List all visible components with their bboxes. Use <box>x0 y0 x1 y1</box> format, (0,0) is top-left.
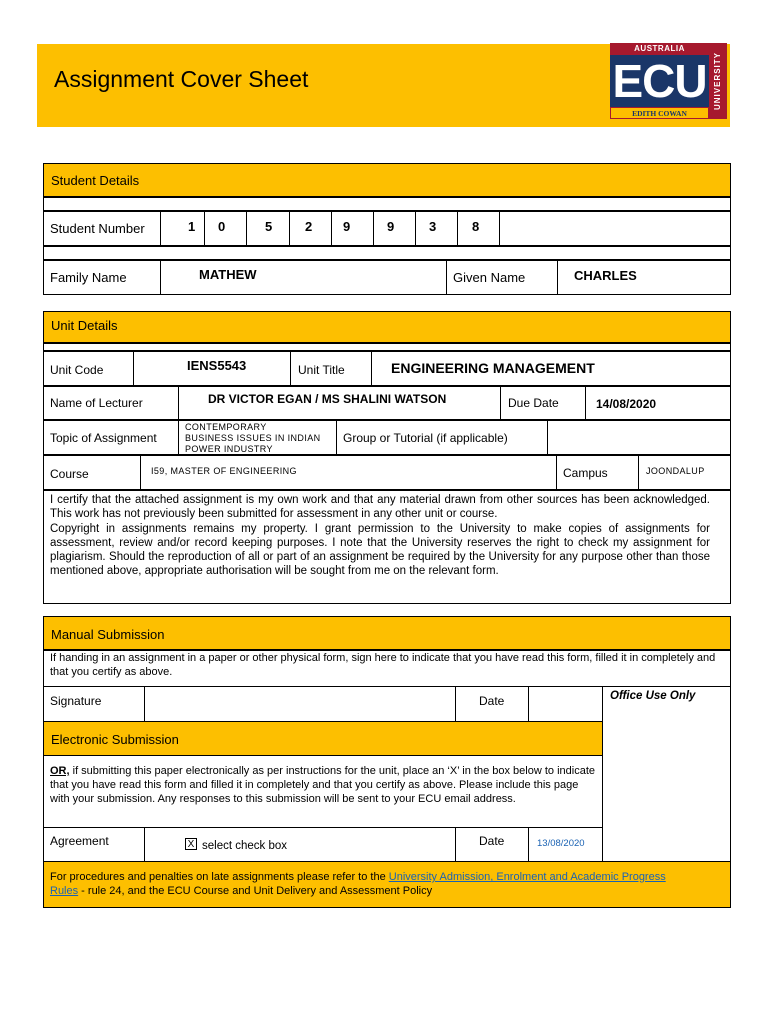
unit-code-label: Unit Code <box>50 362 104 377</box>
divider <box>331 211 332 246</box>
divider <box>371 351 372 386</box>
divider <box>638 455 639 490</box>
divider <box>602 686 603 861</box>
divider <box>528 827 529 861</box>
topic-line: BUSINESS ISSUES IN INDIAN <box>185 433 321 443</box>
electronic-date-label: Date <box>479 834 505 848</box>
student-number-digit: 3 <box>429 219 437 234</box>
divider <box>246 211 247 246</box>
topic-line: CONTEMPORARY <box>185 422 267 432</box>
page-title: Assignment Cover Sheet <box>54 66 309 92</box>
divider <box>557 260 558 295</box>
divider <box>289 211 290 246</box>
topic-label: Topic of Assignment <box>50 430 157 445</box>
divider <box>500 386 501 420</box>
course-value: I59, MASTER OF ENGINEERING <box>151 466 297 476</box>
divider <box>373 211 374 246</box>
group-label: Group or Tutorial (if applicable) <box>343 430 508 445</box>
lecturer-value: DR VICTOR EGAN / MS SHALINI WATSON <box>208 392 447 406</box>
divider <box>455 827 456 861</box>
divider <box>204 211 205 246</box>
certify-text: I certify that the attached assignment is my own work and that any material drawn from other sources has been acknowledged. This work has not previously been submitted for assessment in any other unit or course. <box>50 494 710 521</box>
agreement-label: Agreement <box>50 834 109 848</box>
lecturer-label: Name of Lecturer <box>50 396 143 410</box>
divider <box>336 420 337 455</box>
course-row <box>43 455 731 490</box>
divider <box>455 686 456 721</box>
spacer-row <box>43 197 731 211</box>
due-date-label: Due Date <box>508 396 559 410</box>
divider <box>178 420 179 455</box>
unit-title-value: ENGINEERING MANAGEMENT <box>391 360 595 376</box>
ecu-logo <box>610 43 727 119</box>
given-name-label: Given Name <box>453 270 526 285</box>
unit-title-label: Unit Title <box>298 362 345 377</box>
divider <box>160 211 161 246</box>
divider <box>547 420 548 455</box>
given-name-value: CHARLES <box>574 268 637 283</box>
logo-bottom: EDITH COWAN <box>610 107 709 119</box>
electronic-submission-header: Electronic Submission <box>43 721 603 756</box>
unit-code-row <box>43 351 731 386</box>
declaration-text <box>50 493 710 579</box>
divider <box>43 827 603 828</box>
footer-suffix: - rule 24, and the ECU Course and Unit Delivery and Assessment Policy <box>78 885 433 897</box>
divider <box>499 211 500 246</box>
electronic-instructions-text: if submitting this paper electronically as per instructions for the unit, place an ‘X’ in the box below to indicate that you have read this form and filled it in completely and that you certify as above. Please include this page with your submission. Any responses to this submission will be sent to your ECU email address. <box>50 765 595 805</box>
student-number-digit: 9 <box>343 219 351 234</box>
manual-date-field[interactable] <box>529 687 601 720</box>
office-use-label: Office Use Only <box>610 690 696 702</box>
divider <box>585 386 586 420</box>
manual-date-label: Date <box>479 694 505 708</box>
divider <box>415 211 416 246</box>
manual-submission-header: Manual Submission <box>43 616 731 650</box>
divider <box>160 260 161 295</box>
spacer-row <box>43 246 731 260</box>
student-number-digit: 8 <box>472 219 480 234</box>
campus-label: Campus <box>563 465 608 480</box>
electronic-instructions <box>50 764 600 806</box>
unit-details-header: Unit Details <box>43 311 731 343</box>
topic-line: POWER INDUSTRY <box>185 444 273 454</box>
divider <box>457 211 458 246</box>
divider <box>556 455 557 490</box>
divider <box>290 351 291 386</box>
signature-label: Signature <box>50 694 102 708</box>
logo-side: UNIVERSITY <box>709 43 727 119</box>
copyright-text: Copyright in assignments remains my property. I grant permission to the University to make copies of assignments for assessment, review and/or record keeping purposes. I note that the University reserves the right to check my assignment for plagiarism. Should the reproduction of all or part of an assignment be required by the University for any purpose other than those mentioned above, appropriate authorisation will be sought from me on the relevant form. <box>50 522 710 578</box>
divider <box>133 351 134 386</box>
student-details-header: Student Details <box>43 163 731 197</box>
manual-instructions: If handing in an assignment in a paper or other physical form, sign here to indicate that you have read this form, filled it in completely and that you certify as above. <box>50 652 716 678</box>
divider <box>446 260 447 295</box>
signature-field[interactable] <box>145 687 455 720</box>
divider <box>144 827 145 861</box>
logo-top: AUSTRALIA <box>610 43 709 55</box>
policy-link[interactable]: University Admission, Enrolment and Academic Progress <box>388 871 666 883</box>
unit-code-value: IENS5543 <box>187 358 247 373</box>
divider <box>140 455 141 490</box>
or-label: OR, <box>50 765 70 777</box>
course-label: Course <box>50 466 89 481</box>
student-number-digit: 0 <box>218 219 226 234</box>
family-name-value: MATHEW <box>199 267 257 282</box>
footer-prefix: For procedures and penalties on late assignments please refer to the <box>50 871 389 883</box>
agreement-checkbox[interactable]: X <box>185 838 197 850</box>
due-date-value: 14/08/2020 <box>596 397 657 411</box>
electronic-date-value[interactable]: 13/08/2020 <box>537 838 585 849</box>
student-number-digit: 1 <box>188 219 196 234</box>
student-number-digit: 9 <box>387 219 395 234</box>
spacer-row <box>43 343 731 351</box>
student-number-label: Student Number <box>50 221 145 236</box>
footer-text <box>50 870 720 898</box>
campus-value: JOONDALUP <box>646 466 705 476</box>
logo-main: ECU <box>610 55 709 107</box>
family-name-label: Family Name <box>50 270 127 285</box>
topic-value <box>185 422 321 455</box>
policy-link-rules[interactable]: Rules <box>50 885 79 897</box>
student-number-digit: 2 <box>305 219 313 234</box>
student-number-digit: 5 <box>265 219 273 234</box>
checkbox-label: select check box <box>202 840 288 852</box>
divider <box>178 386 179 420</box>
